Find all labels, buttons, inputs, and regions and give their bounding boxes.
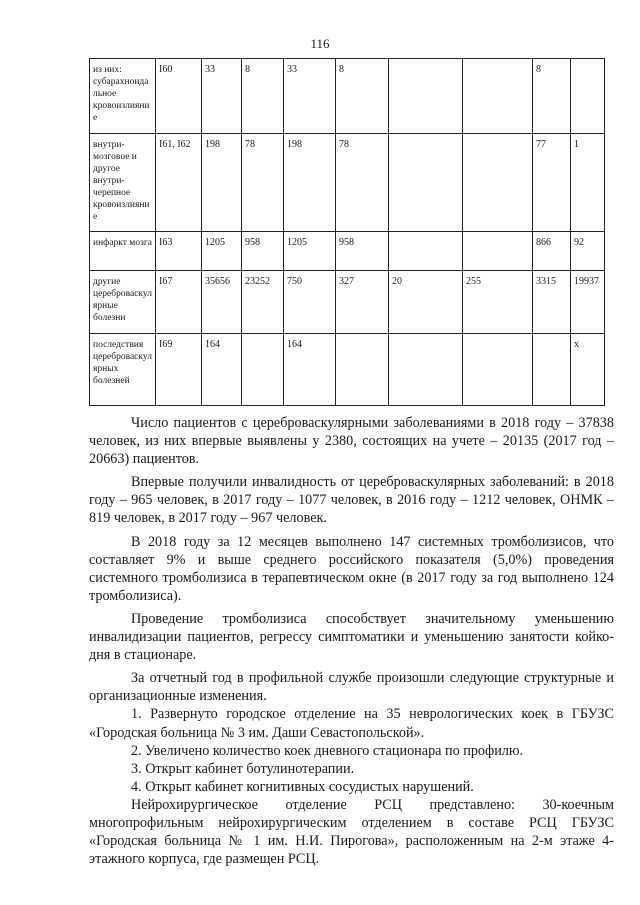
- paragraph: В 2018 году за 12 месяцев выполнено 147 системных тромболизисов, что составляет 9% и выше среднего российского показателя (5,0%) проведения системного тромболизиса в терапевтическом окне (в 2017 году за год выполнено 124 тромболизиса).: [89, 533, 614, 604]
- table-cell: 198: [202, 134, 242, 232]
- table-cell: [571, 59, 605, 134]
- icd-code: I60: [156, 59, 202, 134]
- table-row: [90, 134, 605, 232]
- table-cell: [463, 59, 533, 134]
- body-text: [89, 414, 614, 868]
- list-item: 1. Развернуто городское отделение на 35 неврологических коек в ГБУЗС «Городская больница № 3 им. Даши Севастопольской».: [89, 706, 614, 741]
- table-cell: 750: [284, 271, 336, 334]
- icd-code: I67: [156, 271, 202, 334]
- table-cell: 78: [242, 134, 284, 232]
- table-cell: [242, 334, 284, 406]
- table-row: [90, 232, 605, 271]
- table-cell: 8: [336, 59, 389, 134]
- row-name: внутри-мозговое и другое внутри-черепное кровоизлияние: [90, 134, 156, 232]
- paragraph: Нейрохирургическое отделение РСЦ представлено: 30-коечным многопрофильным нейрохирургическим отделением в составе РСЦ ГБУЗС «Городская больница № 1 им. Н.И. Пирогова», расположенным на 2-м этаже 4-этажного корпуса, где размещен РСЦ.: [89, 796, 614, 868]
- table-cell: 3315: [533, 271, 571, 334]
- table-cell: 1: [571, 134, 605, 232]
- table-cell: 164: [202, 334, 242, 406]
- table-row: [90, 59, 605, 134]
- table-row: [90, 334, 605, 406]
- table-cell: [533, 334, 571, 406]
- table-cell: [389, 134, 463, 232]
- list-item: 3. Открыт кабинет ботулинотерапии.: [131, 760, 355, 777]
- row-name: последствия цереброваскулярных болезней: [90, 334, 156, 406]
- list-item: 4. Открыт кабинет когнитивных сосудистых нарушений.: [131, 778, 474, 795]
- table-cell: 20: [389, 271, 463, 334]
- table-cell: x: [571, 334, 605, 406]
- table-cell: 958: [242, 232, 284, 271]
- paragraph: Впервые получили инвалидность от цереброваскулярных заболеваний: в 2018 году – 965 человек, в 2017 году – 1077 человек, в 2016 году – 1212 человек, ОНМК – 819 человек, в 2017 году – 967 человек.: [89, 474, 614, 527]
- table-cell: 77: [533, 134, 571, 232]
- table-cell: 1205: [284, 232, 336, 271]
- table-cell: 8: [242, 59, 284, 134]
- table-cell: 164: [284, 334, 336, 406]
- table-cell: 92: [571, 232, 605, 271]
- row-name: из них: субарахноидальное кровоизлияние: [90, 59, 156, 134]
- icd-code: I69: [156, 334, 202, 406]
- paragraph: За отчетный год в профильной службе произошли следующие структурные и организационные изменения.: [89, 670, 614, 705]
- table-cell: 958: [336, 232, 389, 271]
- icd-code: I63: [156, 232, 202, 271]
- table-cell: 1205: [202, 232, 242, 271]
- table-cell: 866: [533, 232, 571, 271]
- row-name: инфаркт мозга: [90, 232, 156, 271]
- table-cell: [389, 232, 463, 271]
- row-name: другие цереброваскулярные болезни: [90, 271, 156, 334]
- table-cell: 327: [336, 271, 389, 334]
- table-row: [90, 271, 605, 334]
- table-cell: 33: [202, 59, 242, 134]
- table-cell: 8: [533, 59, 571, 134]
- table-cell: [463, 134, 533, 232]
- table-cell: [389, 334, 463, 406]
- table-cell: [463, 232, 533, 271]
- paragraph: Проведение тромболизиса способствует значительному уменьшению инвалидизации пациентов, регрессу симптоматики и уменьшению занятости койко-дня в стационаре.: [89, 610, 614, 664]
- table-cell: [389, 59, 463, 134]
- statistics-table: [89, 58, 605, 406]
- table-cell: 35656: [202, 271, 242, 334]
- list-item: 2. Увеличено количество коек дневного стационара по профилю.: [131, 742, 524, 759]
- table-cell: 23252: [242, 271, 284, 334]
- table-cell: 198: [284, 134, 336, 232]
- table-cell: 19937: [571, 271, 605, 334]
- table-cell: 33: [284, 59, 336, 134]
- table-cell: [463, 334, 533, 406]
- table-cell: 78: [336, 134, 389, 232]
- page-number: 116: [310, 36, 330, 51]
- icd-code: I61, I62: [156, 134, 202, 232]
- table-cell: 255: [463, 271, 533, 334]
- table-cell: [336, 334, 389, 406]
- paragraph: Число пациентов с цереброваскулярными заболеваниями в 2018 году – 37838 человек, из них впервые выявлены у 2380, состоящих на учете – 20135 (2017 год – 20663) пациентов.: [89, 415, 614, 468]
